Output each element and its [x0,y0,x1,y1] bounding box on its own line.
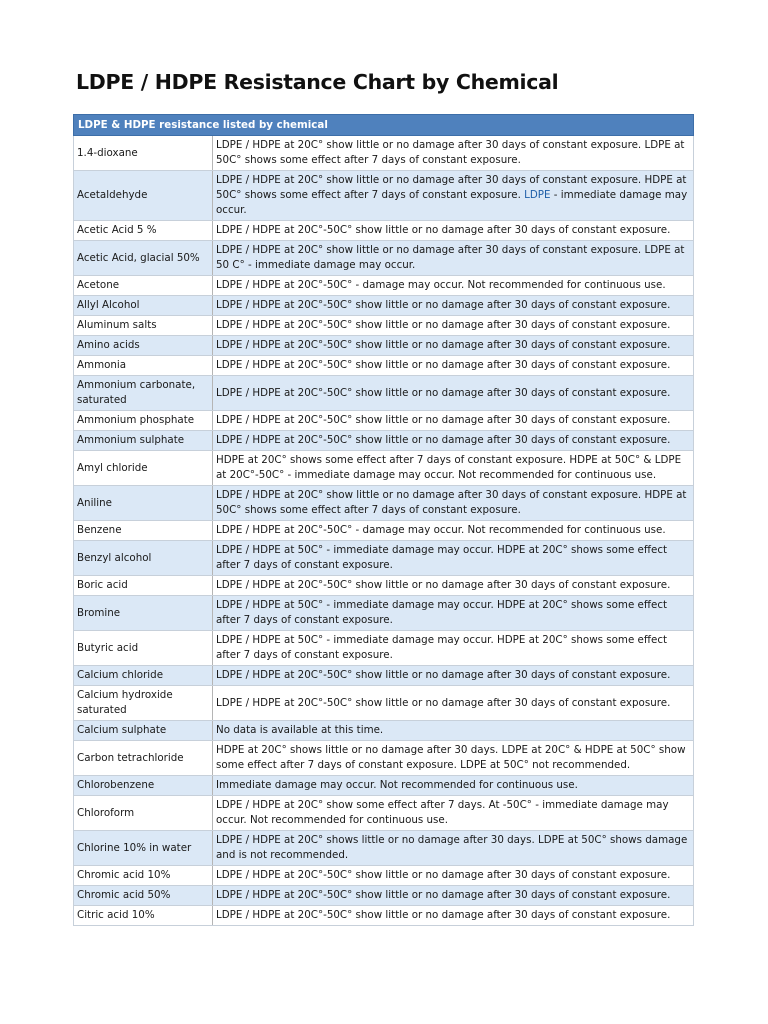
resistance-text: LDPE / HDPE at 20C°-50C° show little or no damage after 30 days of constant exposure. [213,576,694,596]
table-row [74,356,694,376]
table-row [74,776,694,796]
resistance-text: LDPE / HDPE at 50C° - immediate damage may occur. HDPE at 20C° shows some effect after 7 days of constant exposure. [213,631,694,666]
chemical-name: Acetic Acid 5 % [74,221,213,241]
table-row [74,796,694,831]
table-row [74,906,694,926]
chemical-name: Butyric acid [74,631,213,666]
resistance-text: LDPE / HDPE at 20C° shows little or no damage after 30 days. LDPE at 50C° shows damage and is not recommended. [213,831,694,866]
chemical-name: Chromic acid 50% [74,886,213,906]
resistance-text: LDPE / HDPE at 20C° show some effect after 7 days. At -50C° - immediate damage may occur. Not recommended for continuous use. [213,796,694,831]
table-row [74,886,694,906]
resistance-text-main: LDPE / HDPE at 20C° show little or no damage after 30 days of constant exposure. HDPE at 50C° shows some effect after 7 days of constant exposure. [216,174,687,201]
table-header-row [74,115,694,136]
table-row [74,576,694,596]
chemical-name: Acetic Acid, glacial 50% [74,241,213,276]
table-header: LDPE & HDPE resistance listed by chemical [74,115,694,136]
resistance-text: LDPE / HDPE at 20C°-50C° show little or no damage after 30 days of constant exposure. [213,431,694,451]
resistance-text: LDPE / HDPE at 20C°-50C° - damage may occur. Not recommended for continuous use. [213,276,694,296]
resistance-text: LDPE / HDPE at 20C°-50C° show little or no damage after 30 days of constant exposure. [213,866,694,886]
resistance-text: HDPE at 20C° shows little or no damage after 30 days. LDPE at 20C° & HDPE at 50C° show some effect after 7 days of constant exposure. LDPE at 50C° not recommended. [213,741,694,776]
chemical-name: Boric acid [74,576,213,596]
chemical-name: Amino acids [74,336,213,356]
resistance-text: LDPE / HDPE at 20C°-50C° show little or no damage after 30 days of constant exposure. [213,906,694,926]
table-row [74,411,694,431]
resistance-text: LDPE / HDPE at 20C°-50C° show little or no damage after 30 days of constant exposure. [213,686,694,721]
chemical-name: Ammonium phosphate [74,411,213,431]
table-row [74,631,694,666]
chemical-name: Ammonium carbonate, saturated [74,376,213,411]
chemical-name: Allyl Alcohol [74,296,213,316]
resistance-text [213,171,694,221]
table-row [74,721,694,741]
table-row [74,171,694,221]
chemical-name: Amyl chloride [74,451,213,486]
resistance-text: LDPE / HDPE at 20C°-50C° show little or no damage after 30 days of constant exposure. [213,666,694,686]
table-row [74,686,694,721]
table-row [74,831,694,866]
resistance-text: No data is available at this time. [213,721,694,741]
resistance-text: LDPE / HDPE at 20C° show little or no damage after 30 days of constant exposure. LDPE at 50C° shows some effect after 7 days of constant exposure. [213,136,694,171]
resistance-text-tail: - immediate damage may occur. [216,189,688,216]
table-row [74,451,694,486]
table-row [74,241,694,276]
table-row [74,221,694,241]
resistance-text: LDPE / HDPE at 20C°-50C° show little or no damage after 30 days of constant exposure. [213,886,694,906]
table-row [74,596,694,631]
resistance-text: LDPE / HDPE at 50C° - immediate damage may occur. HDPE at 20C° shows some effect after 7 days of constant exposure. [213,596,694,631]
resistance-text: LDPE / HDPE at 20C°-50C° show little or no damage after 30 days of constant exposure. [213,411,694,431]
resistance-text: LDPE / HDPE at 20C°-50C° show little or no damage after 30 days of constant exposure. [213,221,694,241]
resistance-table [73,114,694,926]
resistance-text: LDPE / HDPE at 20C° show little or no damage after 30 days of constant exposure. HDPE at 50C° shows some effect after 7 days of constant exposure. [213,486,694,521]
table-row [74,136,694,171]
chemical-name: Calcium chloride [74,666,213,686]
table-row [74,276,694,296]
resistance-text: LDPE / HDPE at 20C°-50C° show little or no damage after 30 days of constant exposure. [213,356,694,376]
resistance-text: LDPE / HDPE at 50C° - immediate damage may occur. HDPE at 20C° shows some effect after 7 days of constant exposure. [213,541,694,576]
chemical-name: Chromic acid 10% [74,866,213,886]
chemical-name: Chloroform [74,796,213,831]
resistance-text: LDPE / HDPE at 20C°-50C° show little or no damage after 30 days of constant exposure. [213,296,694,316]
table-row [74,316,694,336]
chemical-name: Acetaldehyde [74,171,213,221]
table-row [74,866,694,886]
chemical-name: Aniline [74,486,213,521]
table-body [74,136,694,926]
chemical-name: Calcium sulphate [74,721,213,741]
table-row [74,431,694,451]
chemical-name: Benzene [74,521,213,541]
resistance-text: HDPE at 20C° shows some effect after 7 days of constant exposure. HDPE at 50C° & LDPE at 20C°-50C° - immediate damage may occur. Not recommended for continuous use. [213,451,694,486]
chemical-name: 1.4-dioxane [74,136,213,171]
table-row [74,741,694,776]
chemical-name: Benzyl alcohol [74,541,213,576]
resistance-text: LDPE / HDPE at 20C°-50C° show little or no damage after 30 days of constant exposure. [213,376,694,411]
chemical-name: Calcium hydroxide saturated [74,686,213,721]
table-row [74,376,694,411]
chemical-name: Citric acid 10% [74,906,213,926]
chemical-name: Bromine [74,596,213,631]
chemical-name: Ammonia [74,356,213,376]
chemical-name: Chlorine 10% in water [74,831,213,866]
page-title: LDPE / HDPE Resistance Chart by Chemical [76,70,559,94]
table-row [74,486,694,521]
table-row [74,521,694,541]
table-row [74,541,694,576]
chemical-name: Ammonium sulphate [74,431,213,451]
chemical-name: Aluminum salts [74,316,213,336]
resistance-text: LDPE / HDPE at 20C° show little or no damage after 30 days of constant exposure. LDPE at 50 C° - immediate damage may occur. [213,241,694,276]
chemical-name: Carbon tetrachloride [74,741,213,776]
resistance-highlight: LDPE [524,189,551,201]
table-row [74,666,694,686]
chemical-name: Chlorobenzene [74,776,213,796]
resistance-text: LDPE / HDPE at 20C°-50C° show little or no damage after 30 days of constant exposure. [213,316,694,336]
table-row [74,296,694,316]
table-row [74,336,694,356]
resistance-text: LDPE / HDPE at 20C°-50C° - damage may occur. Not recommended for continuous use. [213,521,694,541]
resistance-text: LDPE / HDPE at 20C°-50C° show little or no damage after 30 days of constant exposure. [213,336,694,356]
chemical-name: Acetone [74,276,213,296]
resistance-text: Immediate damage may occur. Not recommended for continuous use. [213,776,694,796]
